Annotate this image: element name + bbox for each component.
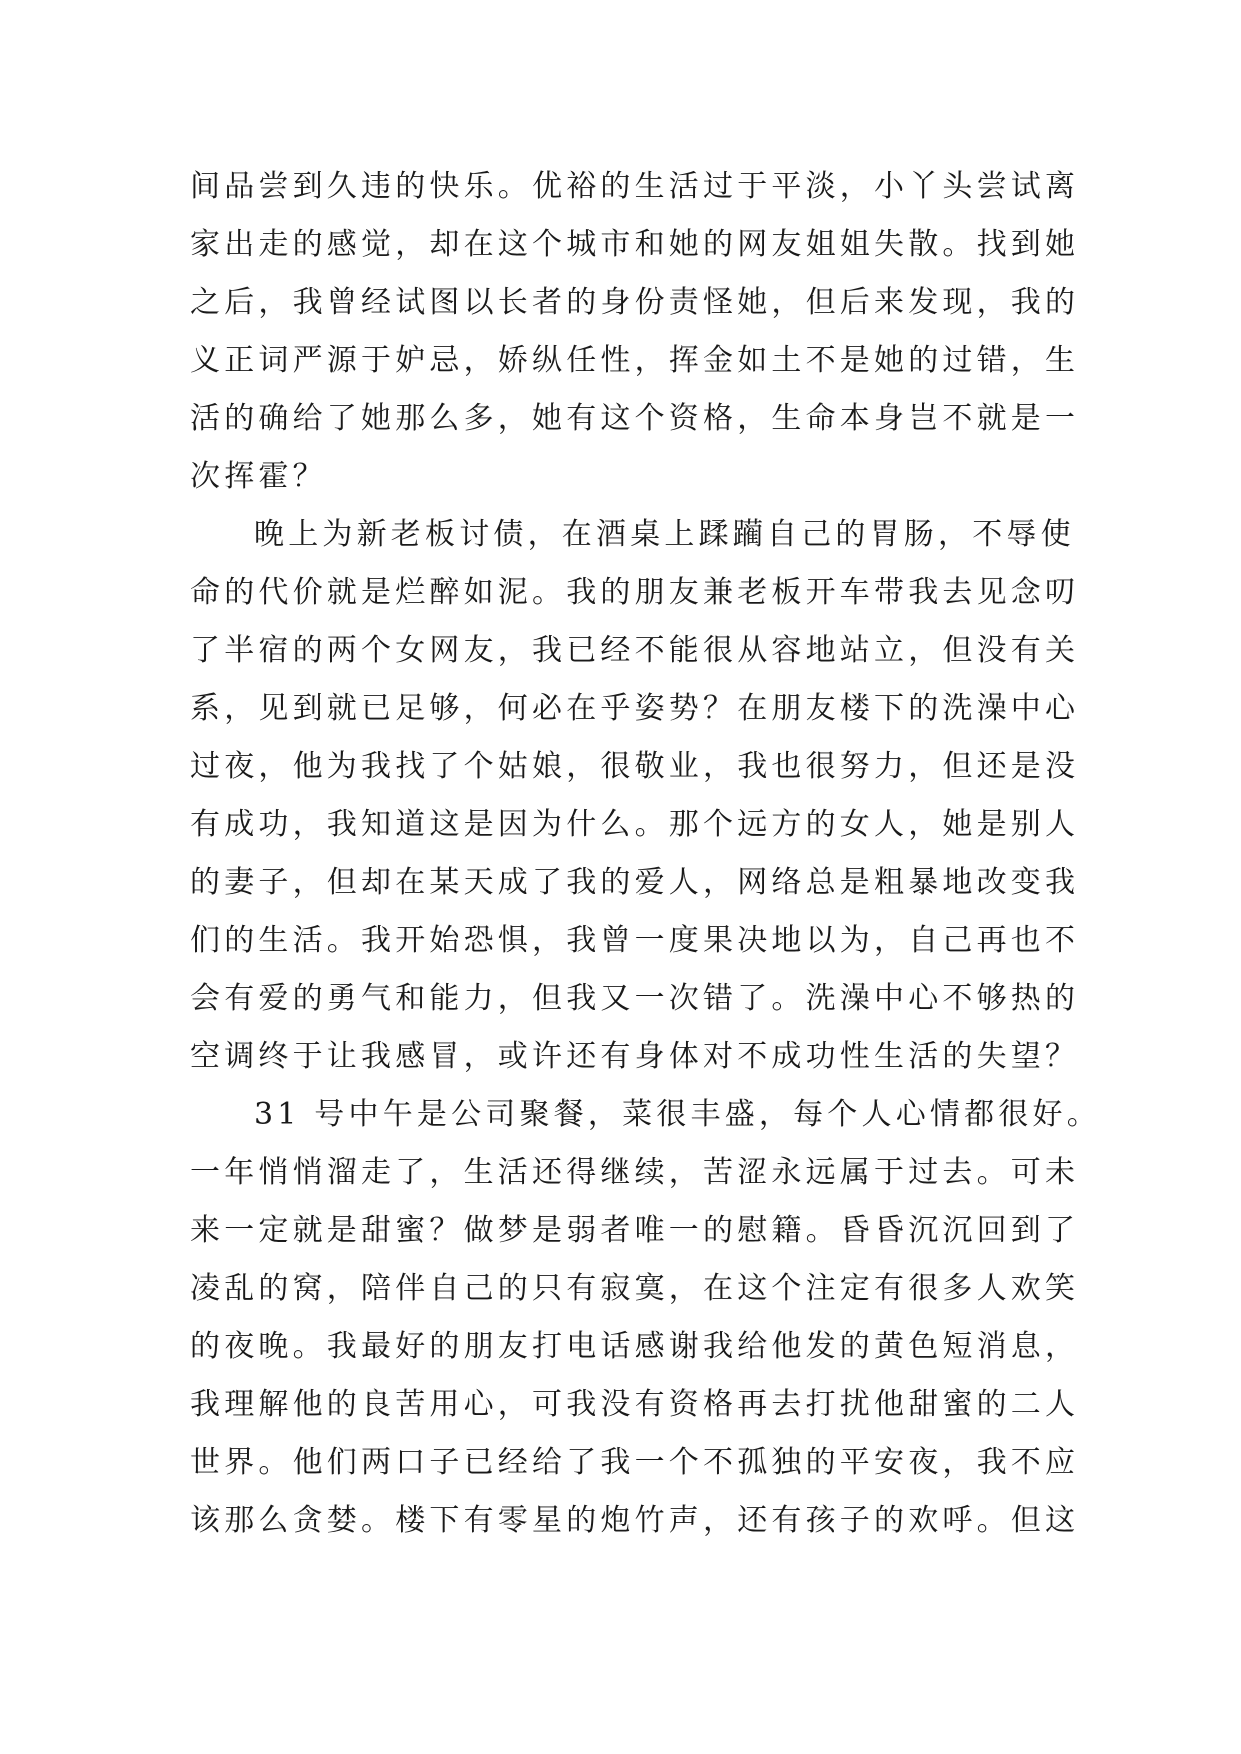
text-line: 凌乱的窝，陪伴自己的只有寂寞，在这个注定有很多人欢笑 [190, 1271, 1080, 1306]
text-line: 晚上为新老板讨债，在酒桌上蹂躏自己的胃肠，不辱使 [254, 517, 1075, 552]
text-line: 次挥霍？ [190, 459, 327, 494]
text-line: 之后，我曾经试图以长者的身份责怪她，但后来发现，我的 [190, 285, 1080, 320]
text-line: 的妻子，但却在某天成了我的爱人，网络总是粗暴地改变我 [190, 865, 1080, 900]
text-line: 了半宿的两个女网友，我已经不能很从容地站立，但没有关 [190, 633, 1080, 668]
body-text [190, 158, 1101, 1550]
text-line: 们的生活。我开始恐惧，我曾一度果决地以为，自己再也不 [190, 923, 1080, 958]
text-line: 命的代价就是烂醉如泥。我的朋友兼老板开车带我去见念叨 [190, 575, 1080, 610]
text-line: 义正词严源于妒忌，娇纵任性，挥金如土不是她的过错，生 [190, 343, 1080, 378]
text-line: 间品尝到久违的快乐。优裕的生活过于平淡，小丫头尝试离 [190, 169, 1080, 204]
text-line: 世界。他们两口子已经给了我一个不孤独的平安夜，我不应 [190, 1445, 1080, 1480]
text-line: 系，见到就已足够，何必在乎姿势？在朋友楼下的洗澡中心 [190, 691, 1080, 726]
text-line: 家出走的感觉，却在这个城市和她的网友姐姐失散。找到她 [190, 227, 1080, 262]
text-line: 来一定就是甜蜜？做梦是弱者唯一的慰籍。昏昏沉沉回到了 [190, 1213, 1080, 1248]
text-line: 过夜，他为我找了个姑娘，很敬业，我也很努力，但还是没 [190, 749, 1080, 784]
text-line: 会有爱的勇气和能力，但我又一次错了。洗澡中心不够热的 [190, 981, 1080, 1016]
text-line: 一年悄悄溜走了，生活还得继续，苦涩永远属于过去。可未 [190, 1155, 1080, 1190]
text-line: 该那么贪婪。楼下有零星的炮竹声，还有孩子的欢呼。但这 [190, 1503, 1080, 1538]
text-line: 空调终于让我感冒，或许还有身体对不成功性生活的失望？ [190, 1039, 1080, 1074]
text-line: 31 号中午是公司聚餐，菜很丰盛，每个人心情都很好。 [254, 1097, 1101, 1132]
text-line: 的夜晚。我最好的朋友打电话感谢我给他发的黄色短消息， [190, 1329, 1080, 1364]
text-line: 我理解他的良苦用心，可我没有资格再去打扰他甜蜜的二人 [190, 1387, 1080, 1422]
text-line: 活的确给了她那么多，她有这个资格，生命本身岂不就是一 [190, 401, 1080, 436]
text-line: 有成功，我知道这是因为什么。那个远方的女人，她是别人 [190, 807, 1080, 842]
